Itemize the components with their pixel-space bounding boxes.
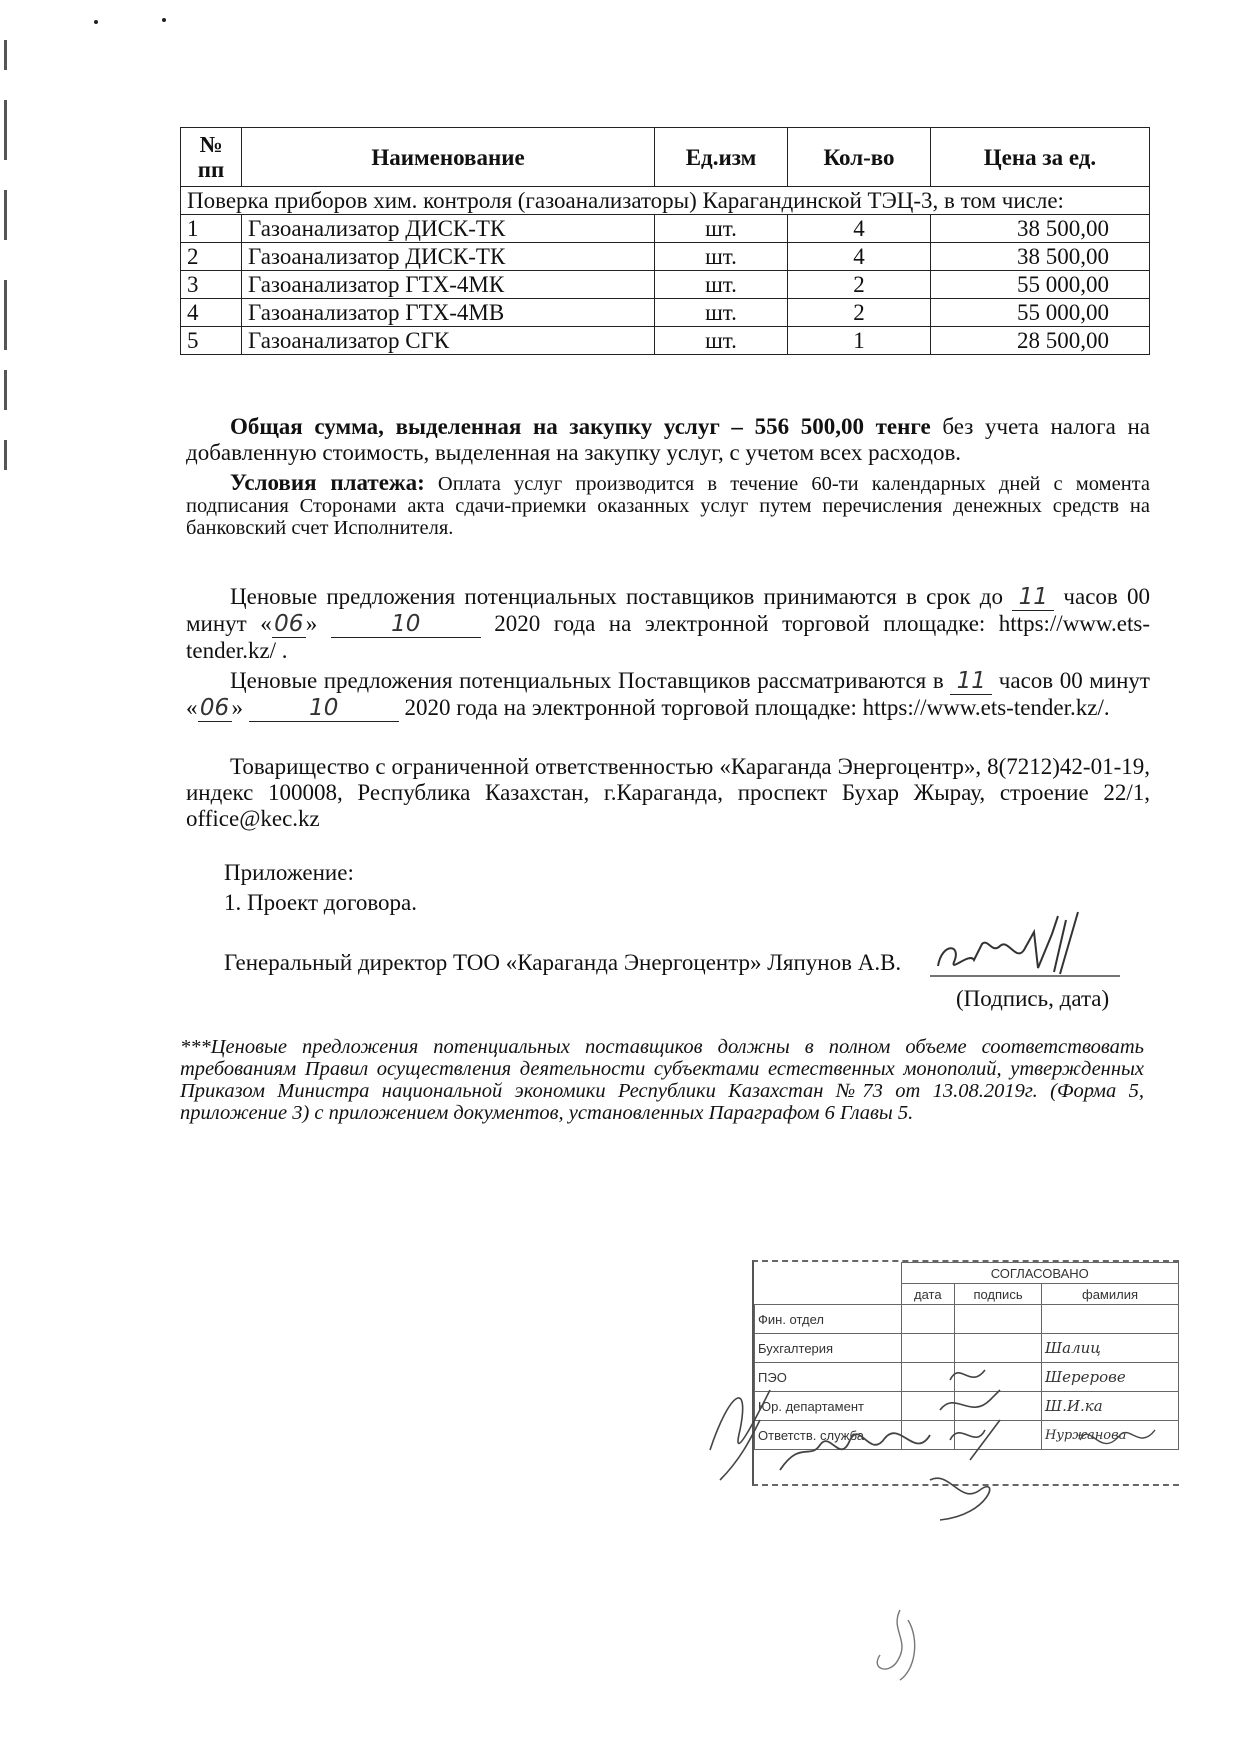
offers-accept-paragraph bbox=[186, 584, 1150, 664]
footnote: ***Ценовые предложения потенциальных поставщиков должны в полном объеме соответствовать требованиям Правил осуществления деятельности субъектами естественных монополий, утвержденных Приказом Министра национальной экономики Республики Казахстан №73 от 13.08.2019г. (Форма 5, приложение 3) с приложением документов, установленных Параграфом 6 Главы 5. bbox=[180, 1036, 1144, 1124]
row-name: Газоанализатор СГК bbox=[242, 327, 655, 355]
total-rest: без учета налога на добавленную стоимость, выделенная на закупку услуг, с учетом всех расходов. bbox=[186, 414, 1150, 465]
stamp-col-surname: фамилия bbox=[1042, 1284, 1179, 1305]
signatory-line: Генеральный директор ТОО «Караганда Энергоцентр» Ляпунов А.В. bbox=[224, 950, 902, 975]
handwritten-signatures bbox=[700, 1320, 1180, 1530]
header-price: Цена за ед. bbox=[931, 128, 1150, 187]
row-name: Газоанализатор ДИСК-ТК bbox=[242, 215, 655, 243]
stamp-dept: ПЭО bbox=[755, 1363, 902, 1392]
row-unit: шт. bbox=[655, 299, 788, 327]
stamp-surname: Нуржанова bbox=[1042, 1421, 1179, 1450]
section-row bbox=[181, 187, 1150, 215]
appendix-title: Приложение: bbox=[224, 860, 354, 885]
stamp-columns-row bbox=[755, 1284, 1179, 1305]
row-name: Газоанализатор ГТХ-4МК bbox=[242, 271, 655, 299]
scan-edge-marks bbox=[2, 20, 12, 480]
row-unit: шт. bbox=[655, 327, 788, 355]
appendix-item: 1. Проект договора. bbox=[224, 890, 417, 915]
row-qty: 4 bbox=[788, 215, 931, 243]
offers-accept-text-4: 2020 года на электронной торговой площадке: https://www.ets-tender.kz/ . bbox=[186, 611, 1150, 663]
handwritten-month: 10 bbox=[249, 695, 399, 722]
handwritten-day: 06 bbox=[272, 611, 306, 638]
services-table bbox=[180, 127, 1150, 355]
stamp-title: СОГЛАСОВАНО bbox=[901, 1263, 1179, 1284]
total-amount-paragraph bbox=[186, 414, 1150, 466]
header-num: № пп bbox=[181, 128, 242, 187]
row-unit: шт. bbox=[655, 243, 788, 271]
offers-review-paragraph bbox=[186, 668, 1150, 722]
scan-speck bbox=[162, 18, 166, 22]
table-row bbox=[181, 243, 1150, 271]
row-qty: 2 bbox=[788, 299, 931, 327]
stamp-dept: Бухгалтерия bbox=[755, 1334, 902, 1363]
payment-label: Условия платежа: bbox=[230, 470, 425, 495]
director-signature bbox=[930, 910, 1120, 980]
row-num: 2 bbox=[181, 243, 242, 271]
offers-review-text-3: » bbox=[231, 695, 249, 720]
row-price: 28 500,00 bbox=[931, 327, 1150, 355]
total-label: Общая сумма, выделенная на закупку услуг bbox=[230, 414, 720, 439]
row-qty: 1 bbox=[788, 327, 931, 355]
offers-accept-text-2: часов 00 минут « bbox=[186, 584, 1150, 636]
scan-speck bbox=[94, 20, 98, 24]
table-row bbox=[181, 299, 1150, 327]
handwritten-hour: 11 bbox=[950, 668, 992, 695]
table-row bbox=[181, 271, 1150, 299]
handwritten-month: 10 bbox=[331, 611, 481, 638]
offers-review-text-1: Ценовые предложения потенциальных Поставщиков рассматриваются в bbox=[230, 668, 951, 693]
stamp-col-date: дата bbox=[901, 1284, 955, 1305]
stamp-surname: Шерерове bbox=[1042, 1363, 1179, 1392]
row-num: 3 bbox=[181, 271, 242, 299]
signature-caption: (Подпись, дата) bbox=[956, 986, 1110, 1011]
payment-text: Оплата услуг производится в течение 60-ти календарных дней с момента подписания Сторонами акта сдачи-приемки оказанных услуг путем перечисления денежных средств на банковский счет Исполнителя. bbox=[186, 473, 1150, 539]
header-name: Наименование bbox=[242, 128, 655, 187]
table-header-row bbox=[181, 128, 1150, 187]
header-unit: Ед.изм bbox=[655, 128, 788, 187]
section-title: Поверка приборов хим. контроля (газоанализаторы) Карагандинской ТЭЦ-3, в том числе: bbox=[181, 187, 1150, 215]
offers-review-text-2: часов 00 минут « bbox=[186, 668, 1150, 720]
company-details: Товарищество с ограниченной ответственностью «Караганда Энергоцентр», 8(7212)42-01-19, индекс 100008, Республика Казахстан, г.Караганда, проспект Бухар Жырау, строение 22/1, office@kec.kz bbox=[186, 754, 1150, 831]
row-price: 55 000,00 bbox=[931, 299, 1150, 327]
handwritten-day: 06 bbox=[198, 695, 232, 722]
stamp-dept: Ответств. служба bbox=[755, 1421, 902, 1450]
table-row bbox=[181, 215, 1150, 243]
offers-accept-text-1: Ценовые предложения потенциальных поставщиков принимаются в срок до bbox=[230, 584, 1013, 609]
row-num: 4 bbox=[181, 299, 242, 327]
header-qty: Кол-во bbox=[788, 128, 931, 187]
total-amount: – 556 500,00 тенге bbox=[719, 414, 931, 439]
row-unit: шт. bbox=[655, 215, 788, 243]
stamp-surname: Ш.И.ка bbox=[1042, 1392, 1179, 1421]
row-qty: 4 bbox=[788, 243, 931, 271]
offers-accept-text-3: » bbox=[305, 611, 331, 636]
stamp-surname: Шалиц bbox=[1042, 1334, 1179, 1363]
row-num: 1 bbox=[181, 215, 242, 243]
row-price: 38 500,00 bbox=[931, 243, 1150, 271]
row-unit: шт. bbox=[655, 271, 788, 299]
table-row bbox=[181, 327, 1150, 355]
row-price: 55 000,00 bbox=[931, 271, 1150, 299]
stamp-col-signature: подпись bbox=[955, 1284, 1042, 1305]
handwritten-hour: 11 bbox=[1012, 584, 1054, 611]
stamp-dept: Фин. отдел bbox=[755, 1305, 902, 1334]
row-name: Газоанализатор ГТХ-4МВ bbox=[242, 299, 655, 327]
row-price: 38 500,00 bbox=[931, 215, 1150, 243]
row-name: Газоанализатор ДИСК-ТК bbox=[242, 243, 655, 271]
stamp-dept: Юр. департамент bbox=[755, 1392, 902, 1421]
offers-review-text-4: 2020 года на электронной торговой площадке: https://www.ets-tender.kz/. bbox=[398, 695, 1110, 720]
payment-terms-paragraph bbox=[186, 472, 1150, 539]
row-qty: 2 bbox=[788, 271, 931, 299]
page-mark bbox=[860, 1600, 940, 1690]
stamp-title-row bbox=[755, 1263, 1179, 1284]
row-num: 5 bbox=[181, 327, 242, 355]
